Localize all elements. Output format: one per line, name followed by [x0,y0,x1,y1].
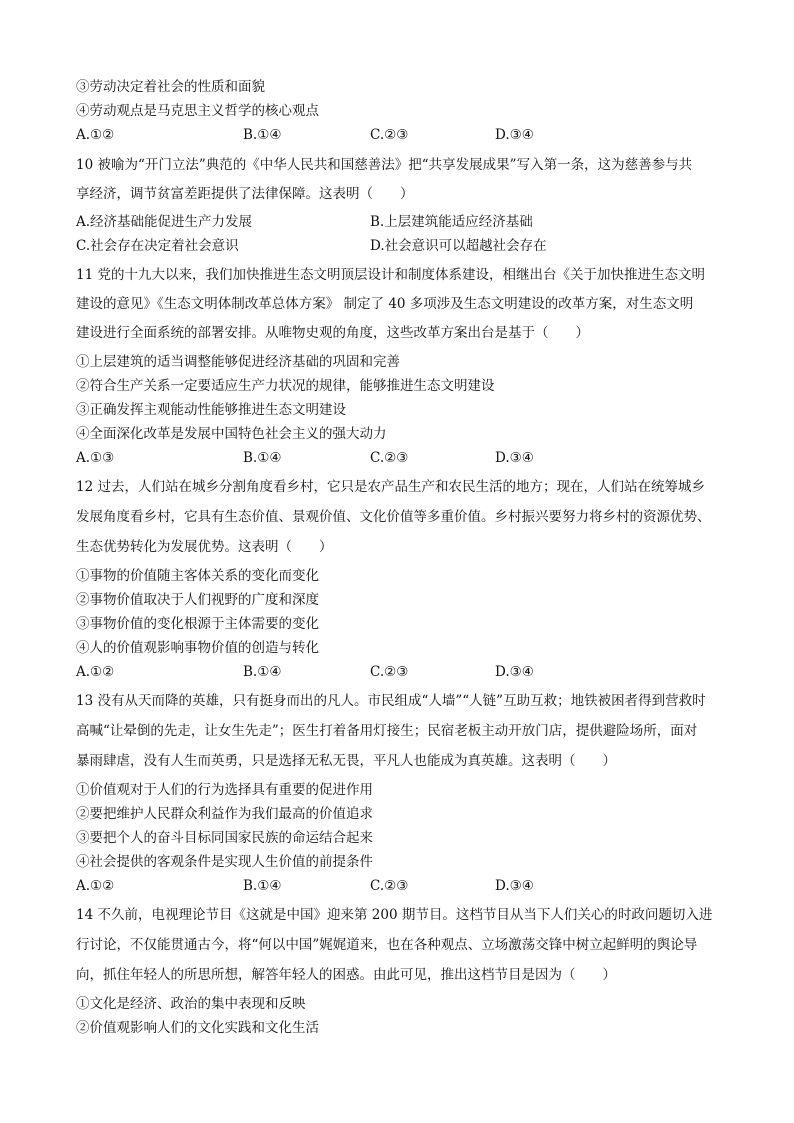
q11-option-b[interactable]: B.①④ [243,450,282,466]
q9-option-b[interactable]: B.①④ [243,127,282,143]
q13-option-a[interactable]: A.①② [76,878,115,894]
q12-item-1: ①事物的价值随主客体关系的变化而变化 [76,568,319,584]
q11-stem-line-1: 11 党的十九大以来，我们加快推进生态文明顶层设计和制度体系建设，相继出台《关于加快推进生态文明 [76,267,705,283]
q11-option-c[interactable]: C.②③ [370,450,409,466]
q9-options [76,125,726,145]
q10-option-c[interactable]: C.社会存在决定着社会意识 [76,238,239,254]
q11-item-1: ①上层建筑的适当调整能够促进经济基础的巩固和完善 [76,354,400,370]
q9-option-d[interactable]: D.③④ [495,127,534,143]
q12-item-3: ③事物价值的变化根源于主体需要的变化 [76,616,319,632]
q10-options-row-2 [76,236,726,256]
q10-option-a[interactable]: A.经济基础能促进生产力发展 [76,214,253,230]
q14-item-1: ①文化是经济、政治的集中表现和反映 [76,996,306,1012]
q10-options-row-1 [76,212,726,232]
q14-item-2: ②价值观影响人们的文化实践和文化生活 [76,1020,319,1036]
q13-option-d[interactable]: D.③④ [495,878,534,894]
q13-stem-line-3: 暴雨肆虐，没有人生而英勇，只是选择无私无畏，平凡人也能成为真英雄。这表明（ ） [76,753,616,769]
q13-option-b[interactable]: B.①④ [243,878,282,894]
q11-stem-line-2: 建设的意见》《生态文明体制改革总体方案》 制定了 40 多项涉及生态文明建设的改革方案，对生态文明 [76,296,694,312]
q10-option-b[interactable]: B.上层建筑能适应经济基础 [370,214,533,230]
q13-item-1: ①价值观对于人们的行为选择具有重要的促进作用 [76,782,373,798]
q12-option-c[interactable]: C.②③ [370,664,409,680]
q12-options [76,662,726,682]
q12-stem-line-2: 发展角度看乡村，它具有生态价值、景观价值、文化价值等多重价值。乡村振兴要努力将乡村的资源优势、 [76,509,711,525]
q12-item-2: ②事物价值取决于人们视野的广度和深度 [76,592,319,608]
q11-option-a[interactable]: A.①③ [76,450,115,466]
q14-stem-line-3: 向，抓住年轻人的所思所想，解答年轻人的困惑。由此可见，推出这档节目是因为（ ） [76,967,616,983]
q14-stem-line-2: 行讨论，不仅能贯通古今，将“何以中国”娓娓道来，也在各种观点、立场激荡交锋中树立起鲜明的舆论导 [76,937,698,953]
q14-stem-line-1: 14 不久前，电视理论节目《这就是中国》迎来第 200 期节目。这档节目从当下人们关心的时政问题切入进 [76,907,713,923]
q13-stem-line-1: 13 没有从天而降的英雄，只有挺身而出的凡人。市民组成“人墙”“人链”互助互救；地铁被困者得到营救时 [76,693,706,709]
q13-item-4: ④社会提供的客观条件是实现人生价值的前提条件 [76,854,373,870]
q9-option-c[interactable]: C.②③ [370,127,409,143]
q12-option-a[interactable]: A.①② [76,664,115,680]
q9-item-4: ④劳动观点是马克思主义哲学的核心观点 [76,103,319,119]
q11-item-4: ④全面深化改革是发展中国特色社会主义的强大动力 [76,426,387,442]
q11-options [76,448,726,468]
q11-item-2: ②符合生产关系一定要适应生产力状况的规律，能够推进生态文明建设 [76,378,495,394]
q12-option-d[interactable]: D.③④ [495,664,534,680]
q9-item-3: ③劳动决定着社会的性质和面貌 [76,79,265,95]
q12-item-4: ④人的价值观影响事物价值的创造与转化 [76,640,319,656]
q13-item-3: ③要把个人的奋斗目标同国家民族的命运结合起来 [76,830,373,846]
q11-stem-line-3: 建设进行全面系统的部署安排。从唯物史观的角度，这些改革方案出台是基于（ ） [76,325,589,341]
q13-stem-line-2: 高喊“让晕倒的先走，让女生先走”；医生打着备用灯接生；民宿老板主动开放门店，提供避险场所，面对 [76,723,698,739]
q11-option-d[interactable]: D.③④ [495,450,534,466]
q12-stem-line-3: 生态优势转化为发展优势。这表明（ ） [76,539,333,555]
q10-stem-line-1: 10 被喻为“开门立法”典范的《中华人民共和国慈善法》把“共享发展成果”写入第一条，这为慈善参与共 [76,157,693,173]
q11-item-3: ③正确发挥主观能动性能够推进生态文明建设 [76,402,346,418]
q13-option-c[interactable]: C.②③ [370,878,409,894]
q12-stem-line-1: 12 过去，人们站在城乡分割角度看乡村，它只是农产品生产和农民生活的地方；现在，人们站在统筹城乡 [76,479,705,495]
q12-option-b[interactable]: B.①④ [243,664,282,680]
q13-options [76,876,726,896]
q13-item-2: ②要把维护人民群众利益作为我们最高的价值追求 [76,806,373,822]
q9-option-a[interactable]: A.①② [76,127,115,143]
q10-option-d[interactable]: D.社会意识可以超越社会存在 [370,238,547,254]
q10-stem-line-2: 享经济，调节贫富差距提供了法律保障。这表明（ ） [76,186,414,202]
